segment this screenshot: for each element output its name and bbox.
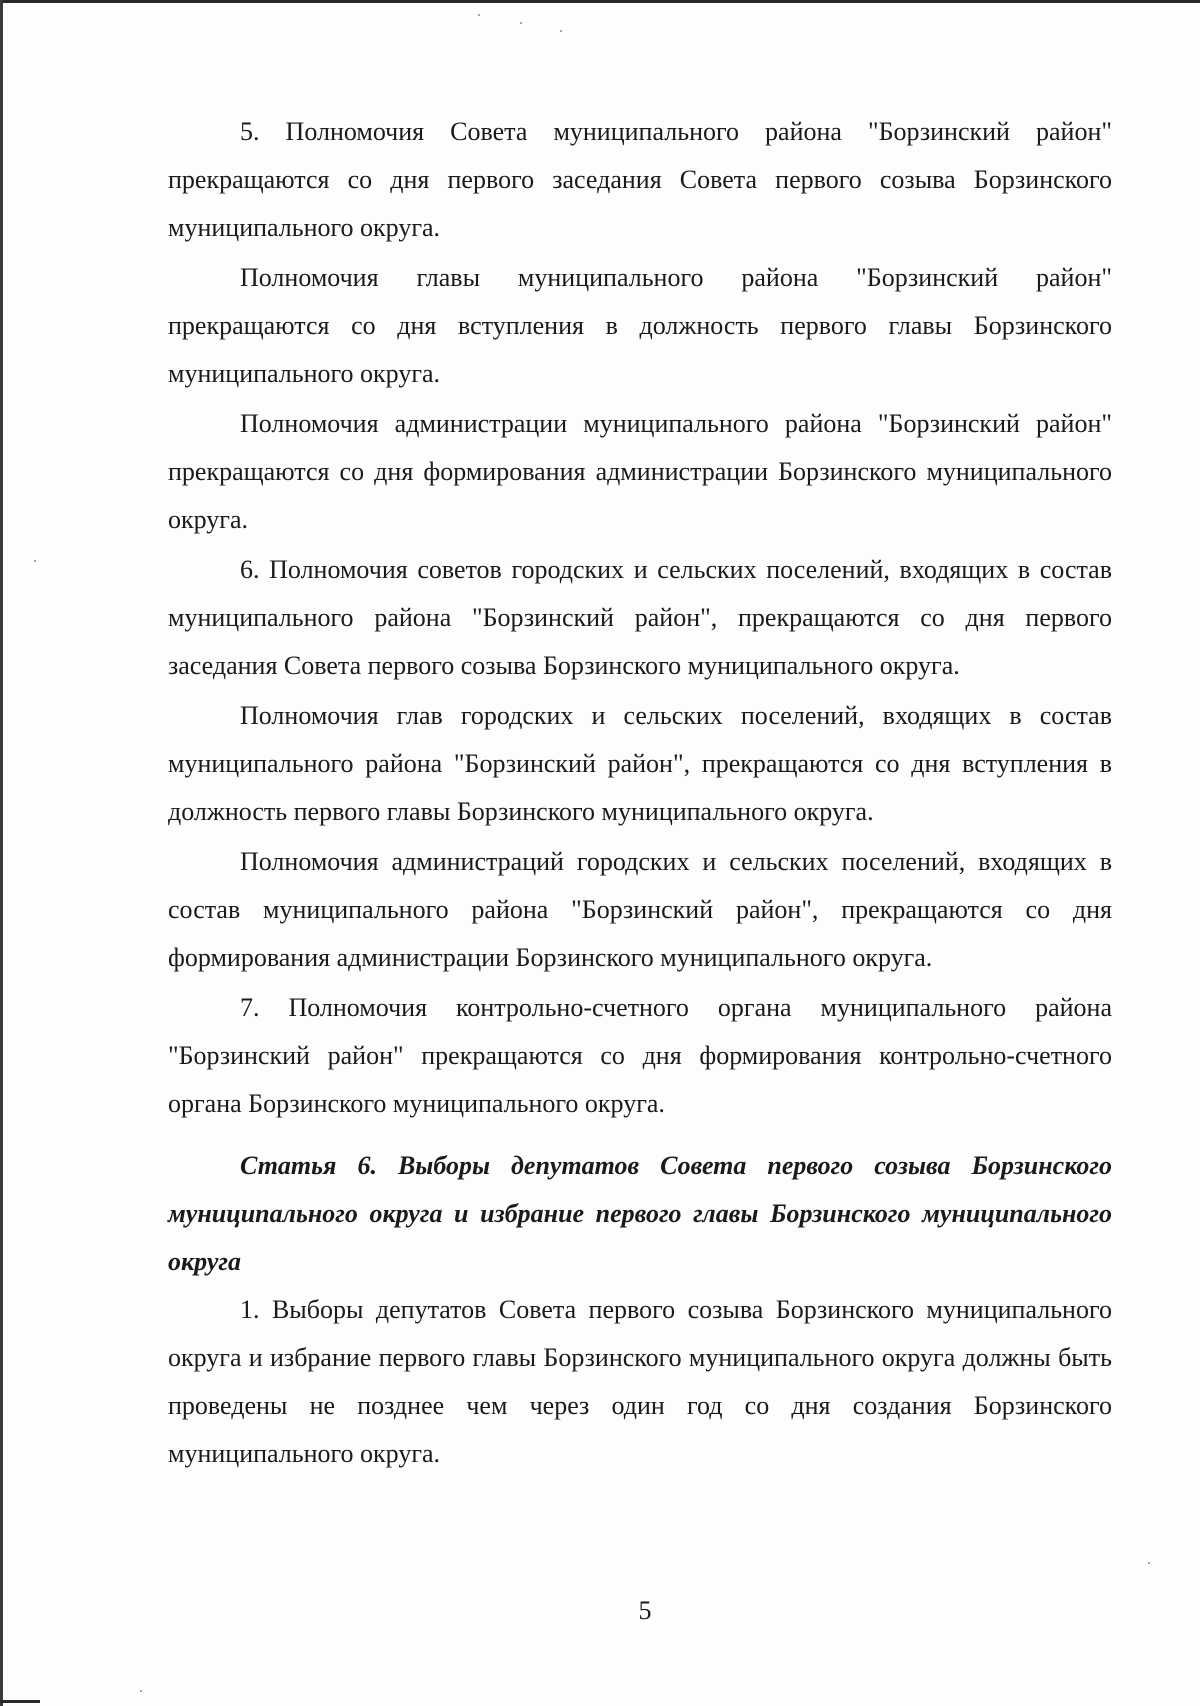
- paragraph-settlement-administrations: Полномочия администраций городских и сельских поселений, входящих в состав муниципального района "Борзинский район", прекращаются со дня формирования администрации Борзинского муниципального округа.: [168, 847, 1112, 972]
- scan-speck: [140, 1690, 142, 1692]
- scan-speck: [478, 14, 480, 16]
- paragraph-7: 7. Полномочия контрольно-счетного органа муниципального района "Борзинский район" прекращаются со дня формирования контрольно-счетного органа Борзинского муниципального округа.: [168, 993, 1112, 1118]
- paragraph-settlement-heads: Полномочия глав городских и сельских поселений, входящих в состав муниципального района "Борзинский район", прекращаются со дня вступления в должность первого главы Борзинского муниципального округа.: [168, 701, 1112, 826]
- scan-border-left: [0, 0, 3, 1706]
- document-body: [168, 108, 1112, 1480]
- paragraph-administration: Полномочия администрации муниципального района "Борзинский район" прекращаются со дня формирования администрации Борзинского муниципального округа.: [168, 409, 1112, 534]
- scan-speck: [1148, 1562, 1150, 1564]
- paragraph-5: 5. Полномочия Совета муниципального района "Борзинский район" прекращаются со дня первого заседания Совета первого созыва Борзинского муниципального округа.: [168, 117, 1112, 242]
- article-6-heading: Статья 6. Выборы депутатов Совета первого созыва Борзинского муниципального округа и избрание первого главы Борзинского муниципального округа: [168, 1151, 1112, 1276]
- article-6-paragraph-1: 1. Выборы депутатов Совета первого созыва Борзинского муниципального округа и избрание первого главы Борзинского муниципального округа должны быть проведены не позднее чем через один год со дня создания Борзинского муниципального округа.: [168, 1295, 1112, 1468]
- scan-speck: [520, 22, 522, 24]
- scan-speck: [34, 560, 36, 562]
- scan-border-top: [0, 0, 1200, 3]
- scan-speck: [560, 30, 562, 32]
- page-number: 5: [638, 1596, 652, 1625]
- paragraph-6: 6. Полномочия советов городских и сельских поселений, входящих в состав муниципального района "Борзинский район", прекращаются со дня первого заседания Совета первого созыва Борзинского муниципального округа.: [168, 555, 1112, 680]
- paragraph-council-head: Полномочия главы муниципального района "Борзинский район" прекращаются со дня вступления в должность первого главы Борзинского муниципального округа.: [168, 263, 1112, 388]
- scan-border-bottom: [0, 1700, 40, 1703]
